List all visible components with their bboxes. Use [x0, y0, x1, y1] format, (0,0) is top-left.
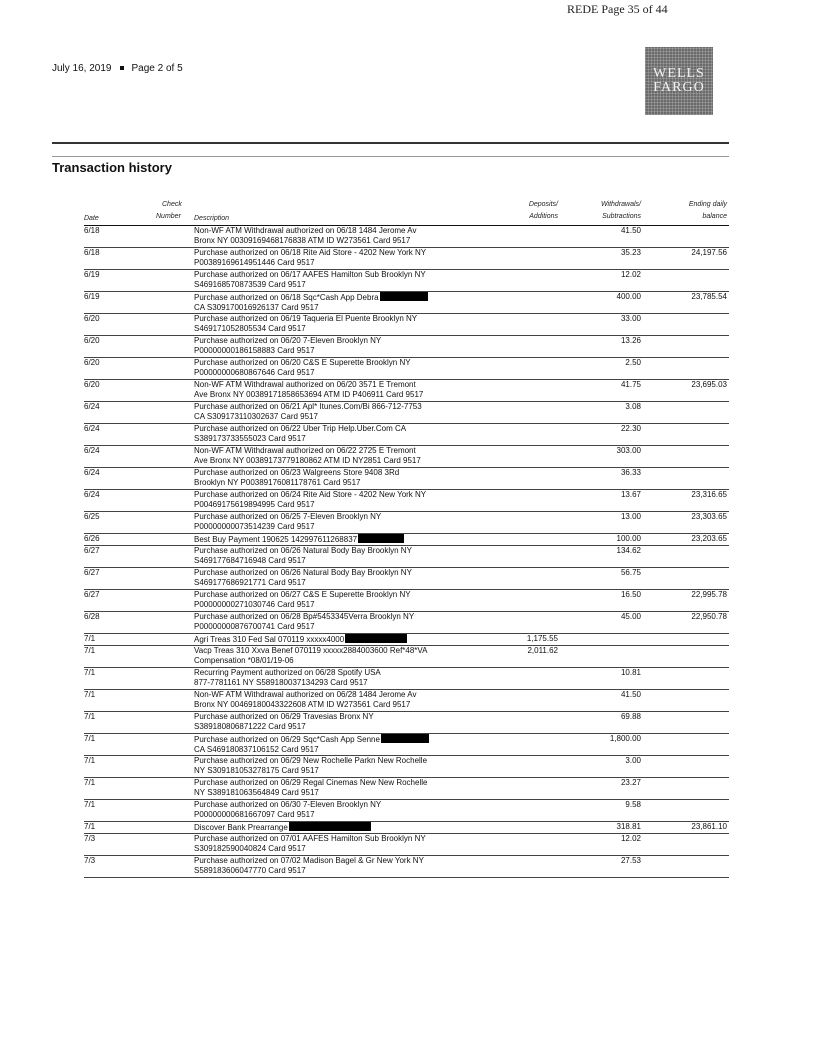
- redaction-box: [381, 734, 429, 743]
- description-line-2: P00389169614951446 Card 9517: [194, 258, 315, 267]
- row-withdrawal: 56.75: [620, 568, 641, 577]
- description-line-2: 877-7781161 NY S589180037134293 Card 9517: [194, 678, 368, 687]
- row-withdrawal: 35.23: [620, 248, 641, 257]
- row-balance: 24,197.56: [691, 248, 727, 257]
- description-line-1: [194, 546, 494, 556]
- table-row: [84, 314, 729, 336]
- col-withdrawals-bottom: Subtractions: [602, 213, 641, 220]
- row-withdrawal: 9.58: [625, 800, 641, 809]
- description-text: Purchase authorized on 06/29 Regal Cinemas New New Rochelle: [194, 778, 428, 787]
- table-row: [84, 534, 729, 546]
- description-line-1: [194, 800, 494, 810]
- row-description: [194, 646, 494, 666]
- description-text: Non-WF ATM Withdrawal authorized on 06/20 3571 E Tremont: [194, 380, 416, 389]
- description-line-2: P00469175619894995 Card 9517: [194, 500, 315, 509]
- description-line-1: [194, 490, 494, 500]
- description-line-2: Brooklyn NY P00389176081178761 Card 9517: [194, 478, 361, 487]
- description-text: Purchase authorized on 06/29 Sqc*Cash App Senne: [194, 735, 380, 744]
- row-date: 6/27: [84, 568, 100, 577]
- row-deposit: 1,175.55: [526, 634, 558, 643]
- description-text: Purchase authorized on 07/02 Madison Bagel & Gr New York NY: [194, 856, 424, 865]
- row-withdrawal: 13.00: [620, 512, 641, 521]
- row-date: 6/20: [84, 380, 100, 389]
- col-check-bottom: Number: [156, 213, 181, 220]
- divider-thin: [52, 156, 729, 157]
- wells-fargo-logo: [645, 47, 713, 115]
- description-line-1: [194, 756, 494, 766]
- description-line-2: CA S309173110302637 Card 9517: [194, 412, 318, 421]
- row-description: [194, 358, 494, 378]
- table-header: [84, 200, 729, 226]
- statement-meta: [52, 63, 183, 74]
- col-date: Date: [84, 215, 99, 222]
- description-text: Purchase authorized on 06/26 Natural Body Bay Brooklyn NY: [194, 546, 412, 555]
- row-date: 6/20: [84, 336, 100, 345]
- row-date: 7/3: [84, 856, 96, 865]
- row-description: [194, 756, 494, 776]
- description-line-2: S589183606047770 Card 9517: [194, 866, 306, 875]
- description-line-2: S469177684716948 Card 9517: [194, 556, 306, 565]
- row-date: 6/24: [84, 490, 100, 499]
- row-withdrawal: 27.53: [620, 856, 641, 865]
- description-line-2: Ave Bronx NY 00389173779180862 ATM ID NY2851 Card 9517: [194, 456, 421, 465]
- row-description: [194, 248, 494, 268]
- description-text: Purchase authorized on 06/18 Rite Aid Store - 4202 New York NY: [194, 248, 427, 257]
- logo-line-1: WELLS: [653, 66, 705, 81]
- row-date: 6/19: [84, 270, 100, 279]
- redaction-box: [380, 292, 428, 301]
- row-date: 6/24: [84, 446, 100, 455]
- table-row: [84, 270, 729, 292]
- row-withdrawal: 12.02: [620, 270, 641, 279]
- description-line-2: P00000000681667097 Card 9517: [194, 810, 315, 819]
- table-row: [84, 778, 729, 800]
- description-text: Purchase authorized on 06/29 New Rochelle Parkn New Rochelle: [194, 756, 428, 765]
- description-line-2: Compensation *08/01/19-06: [194, 656, 294, 665]
- table-row: [84, 402, 729, 424]
- description-text: Purchase authorized on 06/27 C&S E Superette Brooklyn NY: [194, 590, 411, 599]
- description-line-2: NY S309181053278175 Card 9517: [194, 766, 319, 775]
- row-date: 6/18: [84, 226, 100, 235]
- row-description: [194, 822, 494, 833]
- row-withdrawal: 12.02: [620, 834, 641, 843]
- description-line-1: [194, 270, 494, 280]
- row-date: 6/25: [84, 512, 100, 521]
- row-withdrawal: 41.75: [620, 380, 641, 389]
- description-line-1: [194, 634, 494, 645]
- row-description: [194, 446, 494, 466]
- table-row: [84, 358, 729, 380]
- row-withdrawal: 23.27: [620, 778, 641, 787]
- row-withdrawal: 16.50: [620, 590, 641, 599]
- description-line-2: P00000000186158883 Card 9517: [194, 346, 315, 355]
- description-line-1: [194, 534, 494, 545]
- description-line-2: NY S389181063564849 Card 9517: [194, 788, 319, 797]
- row-description: [194, 270, 494, 290]
- row-description: [194, 468, 494, 488]
- description-text: Non-WF ATM Withdrawal authorized on 06/28 1484 Jerome Av: [194, 690, 417, 699]
- row-withdrawal: 41.50: [620, 226, 641, 235]
- row-withdrawal: 10.81: [620, 668, 641, 677]
- row-date: 7/1: [84, 646, 96, 655]
- description-line-2: Ave Bronx NY 00389171858653694 ATM ID P406911 Card 9517: [194, 390, 424, 399]
- row-withdrawal: 33.00: [620, 314, 641, 323]
- description-line-1: [194, 568, 494, 578]
- description-text: Purchase authorized on 06/22 Uber Trip Help.Uber.Com CA: [194, 424, 407, 433]
- table-row: [84, 834, 729, 856]
- description-line-1: [194, 424, 494, 434]
- redaction-box: [345, 634, 407, 643]
- row-date: 6/24: [84, 468, 100, 477]
- description-line-1: [194, 734, 494, 745]
- row-date: 6/20: [84, 314, 100, 323]
- description-text: Purchase authorized on 06/29 Travesias Bronx NY: [194, 712, 374, 721]
- table-row: [84, 800, 729, 822]
- transaction-table: [84, 200, 729, 878]
- row-withdrawal: 134.62: [616, 546, 641, 555]
- table-row: [84, 568, 729, 590]
- row-balance: 23,861.10: [691, 822, 727, 831]
- row-date: 6/26: [84, 534, 100, 543]
- row-date: 7/1: [84, 668, 96, 677]
- row-description: [194, 534, 494, 545]
- row-description: [194, 424, 494, 444]
- description-line-1: [194, 690, 494, 700]
- description-line-2: P00000000271030746 Card 9517: [194, 600, 315, 609]
- row-description: [194, 590, 494, 610]
- row-date: 7/1: [84, 712, 96, 721]
- row-withdrawal: 36.33: [620, 468, 641, 477]
- description-line-2: S469177686921771 Card 9517: [194, 578, 306, 587]
- row-withdrawal: 45.00: [620, 612, 641, 621]
- table-row: [84, 446, 729, 468]
- row-withdrawal: 69.88: [620, 712, 641, 721]
- row-date: 6/27: [84, 590, 100, 599]
- description-line-1: [194, 402, 494, 412]
- description-text: Purchase authorized on 06/30 7-Eleven Brooklyn NY: [194, 800, 382, 809]
- row-description: [194, 402, 494, 422]
- description-text: Non-WF ATM Withdrawal authorized on 06/22 2725 E Tremont: [194, 446, 416, 455]
- description-line-2: P00000000876700741 Card 9517: [194, 622, 315, 631]
- row-description: [194, 380, 494, 400]
- col-balance-top: Ending daily: [688, 201, 727, 208]
- description-text: Vacp Treas 310 Xxva Benef 070119 xxxxx2884003600 Ref*48*VA: [194, 646, 428, 655]
- row-withdrawal: 318.81: [616, 822, 641, 831]
- logo-line-2: FARGO: [653, 80, 705, 95]
- row-date: 6/24: [84, 402, 100, 411]
- table-row: [84, 590, 729, 612]
- description-line-1: [194, 668, 494, 678]
- table-row: [84, 734, 729, 756]
- redaction-box: [289, 822, 371, 831]
- description-text: Purchase authorized on 07/01 AAFES Hamilton Sub Brooklyn NY: [194, 834, 426, 843]
- description-line-1: [194, 380, 494, 390]
- table-row: [84, 336, 729, 358]
- col-withdrawals-top: Withdrawals/: [600, 201, 641, 208]
- row-description: [194, 668, 494, 688]
- description-line-1: [194, 646, 494, 656]
- page-stamp: REDE Page 35 of 44: [567, 2, 668, 16]
- table-row: [84, 612, 729, 634]
- table-row: [84, 424, 729, 446]
- description-line-1: [194, 248, 494, 258]
- row-description: [194, 734, 494, 755]
- description-text: Purchase authorized on 06/21 Apl* Itunes.Com/Bi 866-712-7753: [194, 402, 422, 411]
- table-row: [84, 468, 729, 490]
- description-text: Purchase authorized on 06/20 7-Eleven Brooklyn NY: [194, 336, 382, 345]
- col-deposits-top: Deposits/: [528, 201, 558, 208]
- row-date: 7/1: [84, 800, 96, 809]
- table-row: [84, 646, 729, 668]
- description-line-2: S389173733555023 Card 9517: [194, 434, 306, 443]
- section-title: Transaction history: [52, 160, 172, 175]
- table-row: [84, 756, 729, 778]
- table-row: [84, 634, 729, 646]
- row-withdrawal: 13.67: [620, 490, 641, 499]
- row-description: [194, 512, 494, 532]
- row-description: [194, 490, 494, 510]
- row-withdrawal: 41.50: [620, 690, 641, 699]
- row-description: [194, 612, 494, 632]
- row-withdrawal: 303.00: [616, 446, 641, 455]
- description-text: Purchase authorized on 06/26 Natural Body Bay Brooklyn NY: [194, 568, 412, 577]
- table-row: [84, 546, 729, 568]
- separator-dot: [120, 66, 124, 70]
- table-row: [84, 226, 729, 248]
- divider-thick: [52, 142, 729, 144]
- description-text: Purchase authorized on 06/28 Bp#5453345Verra Brooklyn NY: [194, 612, 415, 621]
- description-text: Discover Bank Prearrange: [194, 823, 288, 832]
- row-date: 6/27: [84, 546, 100, 555]
- description-line-1: [194, 336, 494, 346]
- row-date: 7/1: [84, 690, 96, 699]
- description-text: Purchase authorized on 06/19 Taqueria El Puente Brooklyn NY: [194, 314, 418, 323]
- row-balance: 23,785.54: [691, 292, 727, 301]
- description-line-1: [194, 834, 494, 844]
- description-line-1: [194, 226, 494, 236]
- description-line-1: [194, 612, 494, 622]
- row-balance: 22,995.78: [691, 590, 727, 599]
- description-line-1: [194, 822, 494, 833]
- page-number: Page 2 of 5: [131, 63, 183, 74]
- description-text: Non-WF ATM Withdrawal authorized on 06/18 1484 Jerome Av: [194, 226, 417, 235]
- description-text: Purchase authorized on 06/17 AAFES Hamilton Sub Brooklyn NY: [194, 270, 426, 279]
- row-withdrawal: 2.50: [625, 358, 641, 367]
- description-line-1: [194, 358, 494, 368]
- row-withdrawal: 100.00: [616, 534, 641, 543]
- row-description: [194, 800, 494, 820]
- col-check-top: Check: [162, 201, 182, 208]
- row-date: 6/19: [84, 292, 100, 301]
- col-deposits-bottom: Additions: [529, 213, 558, 220]
- row-balance: 23,303.65: [691, 512, 727, 521]
- description-text: Agri Treas 310 Fed Sal 070119 xxxxx4000: [194, 635, 345, 644]
- table-row: [84, 490, 729, 512]
- description-line-1: [194, 590, 494, 600]
- description-line-1: [194, 446, 494, 456]
- row-description: [194, 336, 494, 356]
- redaction-box: [358, 534, 404, 543]
- table-body: [84, 226, 729, 878]
- table-row: [84, 292, 729, 314]
- description-line-2: CA S469180837106152 Card 9517: [194, 745, 319, 754]
- row-withdrawal: 1,800.00: [609, 734, 641, 743]
- col-balance-bottom: balance: [702, 213, 727, 220]
- description-text: Best Buy Payment 190625 142997611268837: [194, 535, 358, 544]
- description-line-1: [194, 778, 494, 788]
- description-line-2: S469171052805534 Card 9517: [194, 324, 306, 333]
- row-description: [194, 546, 494, 566]
- col-description: Description: [194, 215, 230, 222]
- statement-date: July 16, 2019: [52, 63, 112, 74]
- table-row: [84, 856, 729, 878]
- description-text: Recurring Payment authorized on 06/28 Spotify USA: [194, 668, 381, 677]
- row-withdrawal: 3.00: [625, 756, 641, 765]
- description-line-1: [194, 856, 494, 866]
- row-description: [194, 226, 494, 246]
- row-description: [194, 712, 494, 732]
- row-description: [194, 834, 494, 854]
- description-line-1: [194, 314, 494, 324]
- row-withdrawal: 22.30: [620, 424, 641, 433]
- table-row: [84, 380, 729, 402]
- description-text: Purchase authorized on 06/24 Rite Aid Store - 4202 New York NY: [194, 490, 427, 499]
- row-date: 6/18: [84, 248, 100, 257]
- description-line-2: P00000000680867646 Card 9517: [194, 368, 315, 377]
- row-withdrawal: 3.08: [625, 402, 641, 411]
- row-withdrawal: 400.00: [616, 292, 641, 301]
- description-line-1: [194, 512, 494, 522]
- row-description: [194, 856, 494, 876]
- row-date: 7/1: [84, 634, 96, 643]
- row-date: 7/1: [84, 778, 96, 787]
- description-text: Purchase authorized on 06/20 C&S E Superette Brooklyn NY: [194, 358, 411, 367]
- row-description: [194, 292, 494, 313]
- row-date: 7/1: [84, 756, 96, 765]
- table-row: [84, 690, 729, 712]
- description-line-2: Bronx NY 00469180043322608 ATM ID W273561 Card 9517: [194, 700, 411, 709]
- row-description: [194, 778, 494, 798]
- description-line-2: S389180806871222 Card 9517: [194, 722, 306, 731]
- description-line-1: [194, 468, 494, 478]
- description-line-2: CA S309170016926137 Card 9517: [194, 303, 319, 312]
- description-line-2: Bronx NY 00309169468176838 ATM ID W273561 Card 9517: [194, 236, 411, 245]
- row-description: [194, 568, 494, 588]
- table-row: [84, 248, 729, 270]
- row-balance: 23,695.03: [691, 380, 727, 389]
- row-date: 6/20: [84, 358, 100, 367]
- description-line-1: [194, 292, 494, 303]
- row-description: [194, 314, 494, 334]
- row-date: 7/3: [84, 834, 96, 843]
- row-deposit: 2,011.62: [527, 646, 558, 655]
- table-row: [84, 712, 729, 734]
- table-row: [84, 668, 729, 690]
- description-text: Purchase authorized on 06/18 Sqc*Cash App Debra: [194, 293, 379, 302]
- row-date: 6/24: [84, 424, 100, 433]
- description-line-2: S469168570873539 Card 9517: [194, 280, 306, 289]
- row-description: [194, 690, 494, 710]
- row-withdrawal: 13.26: [620, 336, 641, 345]
- row-date: 7/1: [84, 734, 96, 743]
- row-balance: 22,950.78: [691, 612, 727, 621]
- description-text: Purchase authorized on 06/25 7-Eleven Brooklyn NY: [194, 512, 382, 521]
- description-line-1: [194, 712, 494, 722]
- row-description: [194, 634, 494, 645]
- row-balance: 23,203.65: [691, 534, 727, 543]
- description-text: Purchase authorized on 06/23 Walgreens Store 9408 3Rd: [194, 468, 400, 477]
- description-line-2: P00000000073514239 Card 9517: [194, 522, 315, 531]
- description-line-2: S309182590040824 Card 9517: [194, 844, 306, 853]
- row-date: 7/1: [84, 822, 96, 831]
- table-row: [84, 512, 729, 534]
- row-balance: 23,316.65: [691, 490, 727, 499]
- table-row: [84, 822, 729, 834]
- row-date: 6/28: [84, 612, 100, 621]
